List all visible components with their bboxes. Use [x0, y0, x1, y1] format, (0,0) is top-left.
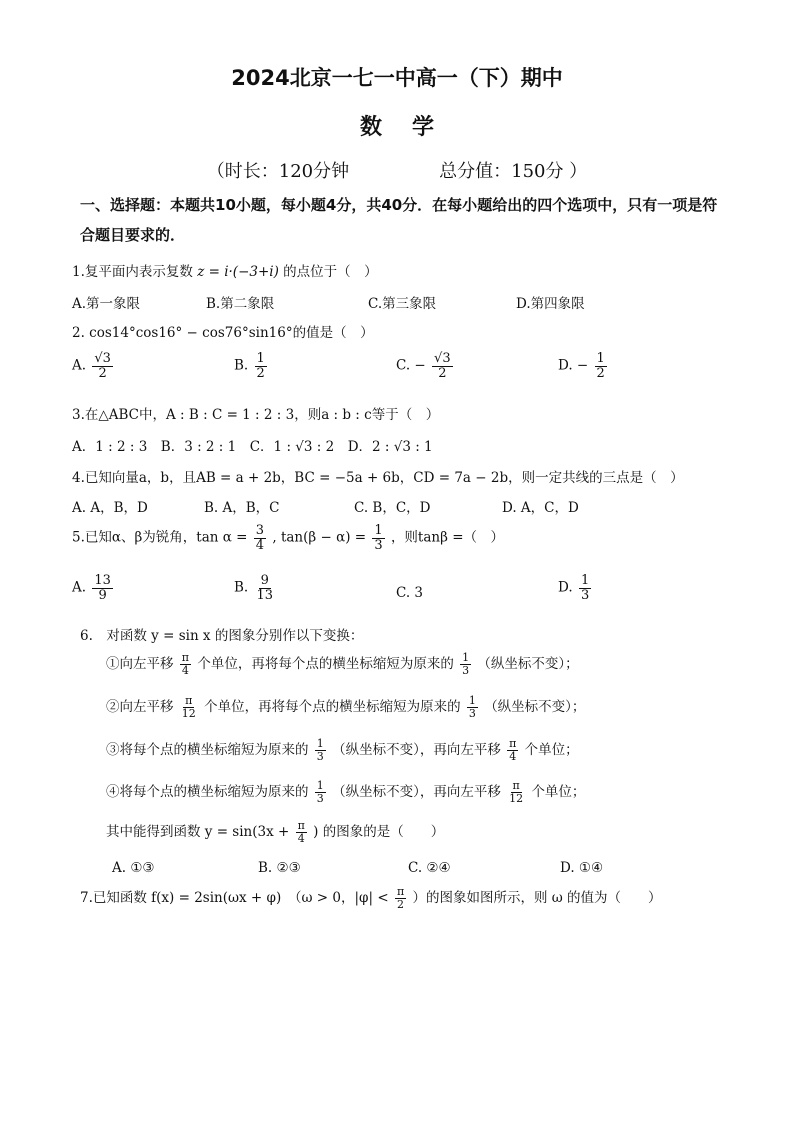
q2-option-c-fraction	[432, 352, 453, 380]
q1-stem-text: 1.复平面内表示复数	[72, 264, 193, 280]
q5-option-a-fraction	[92, 574, 113, 602]
q6-final-fraction	[296, 820, 307, 844]
q4-option-d: D. A，C，D	[502, 500, 579, 516]
denominator: 13	[256, 587, 274, 603]
q6-item-frac-2	[507, 738, 518, 762]
denominator: 4	[297, 832, 305, 845]
question-2-stem: 2. cos14°cos16° − cos76°sin16°的值是（ ）	[72, 325, 374, 341]
numerator: 1	[316, 779, 324, 793]
section-heading: 一、选择题：本题共10小题，每小题4分，共40分．在每小题给出的四个选项中，只有一项是符合题目要求的．	[80, 196, 718, 244]
denominator: 3	[462, 664, 470, 677]
q1-expr: z = i·(−3+i)	[197, 264, 279, 280]
q5-stem-a: 5.已知α、β为锐角，tan α =	[72, 529, 248, 546]
q7-fraction	[395, 886, 406, 910]
numerator: π	[509, 737, 517, 751]
q6-item-frac-1	[180, 695, 198, 719]
q2-option-d-fraction	[595, 352, 607, 380]
q6-item-text-c: （纵坐标不变）；	[477, 656, 579, 672]
q7-stem-a: 7.已知函数 f(x) = 2sin(ωx + φ) （ω > 0，|φ| <	[80, 890, 389, 906]
numerator: 13	[94, 573, 111, 588]
q5-option-b	[234, 574, 277, 602]
q3-options: A．1 : 2 : 3 B．3 : 2 : 1 C．1 : √3 : 2 D．2 : √3 : 1	[72, 439, 433, 455]
q6-item-text-c: 个单位；	[524, 742, 579, 758]
denominator: 4	[181, 664, 189, 677]
numerator: 1	[462, 651, 470, 665]
q5-option-c: C. 3	[396, 585, 424, 601]
q6-option-c: C. ②④	[408, 860, 451, 876]
q6-transform-4	[106, 780, 585, 805]
numerator: π	[297, 819, 305, 833]
q5-frac-b	[372, 524, 384, 552]
denominator: 3	[468, 707, 476, 720]
q5-option-d	[558, 574, 593, 602]
q5-stem-b: , tan(β − α) =	[272, 529, 367, 546]
q6-item-text-b: 个单位，再将每个点的横坐标缩短为原来的	[197, 656, 454, 672]
denominator: 2	[438, 365, 447, 381]
q6-item-text-b: （纵坐标不变），再向左平移	[332, 742, 501, 758]
q2-option-a-fraction	[92, 352, 113, 380]
numerator: 9	[260, 573, 269, 588]
q5-stem-c: ，则tanβ =（ ）	[390, 529, 505, 546]
numerator: 1	[256, 351, 265, 366]
q2-option-b-label: B.	[234, 357, 249, 374]
q6-item-text-c: （纵坐标不变）；	[484, 699, 586, 715]
denominator: 12	[509, 792, 524, 805]
denominator: 2	[596, 365, 605, 381]
q2-option-c-label: C. −	[396, 357, 426, 374]
q6-option-a: A. ①③	[112, 860, 155, 876]
denominator: 3	[316, 792, 324, 805]
q6-item-text-c: 个单位；	[531, 784, 586, 800]
denominator: 4	[509, 750, 517, 763]
q6-item-text-a: ③将每个点的横坐标缩短为原来的	[106, 742, 309, 758]
numerator: 1	[316, 737, 324, 751]
q4-option-a: A. A，B，D	[72, 500, 148, 516]
q7-stem-b: ）的图象如图所示，则 ω 的值为（ ）	[412, 890, 662, 906]
q2-option-a-label: A.	[72, 357, 87, 374]
q5-option-b-label: B.	[234, 579, 249, 596]
q2-option-c	[396, 352, 455, 380]
numerator: π	[185, 694, 193, 708]
q6-transform-3	[106, 738, 579, 763]
q6-transform-1	[106, 652, 579, 677]
denominator: 12	[181, 707, 196, 720]
q6-final-text-b: ) 的图象的是（ ）	[313, 824, 445, 840]
q2-option-b-fraction	[255, 352, 267, 380]
q2-option-d	[558, 352, 609, 380]
q2-option-a	[72, 352, 115, 380]
numerator: 1	[468, 694, 476, 708]
q4-option-c: C. B，C，D	[354, 500, 431, 516]
numerator: √3	[94, 351, 111, 366]
q5-option-d-label: D.	[558, 579, 573, 596]
exam-info	[0, 157, 794, 183]
q1-option-d: D.第四象限	[516, 296, 585, 312]
q6-item-text-b: （纵坐标不变），再向左平移	[332, 784, 501, 800]
question-7-stem	[80, 886, 662, 911]
q6-item-frac-2	[467, 695, 478, 719]
numerator: π	[512, 779, 520, 793]
denominator: 2	[397, 898, 405, 911]
q6-option-b: B. ②③	[258, 860, 301, 876]
exam-time: （时长：120分钟	[206, 161, 350, 182]
q1-option-b: B.第二象限	[206, 296, 275, 312]
denominator: 4	[255, 537, 265, 553]
q2-option-d-label: D. −	[558, 357, 589, 374]
denominator: 2	[98, 365, 107, 381]
numerator: 1	[596, 351, 605, 366]
q5-frac-a	[254, 524, 266, 552]
q4-option-b: B. A，B，C	[204, 500, 280, 516]
q5-option-a	[72, 574, 115, 602]
numerator: 3	[255, 523, 265, 538]
denominator: 2	[256, 365, 265, 381]
q6-option-d: D. ①④	[560, 860, 604, 876]
q6-item-text-a: ①向左平移	[106, 656, 174, 672]
numerator: π	[181, 651, 190, 665]
q2-option-b	[234, 352, 269, 380]
q5-option-a-label: A.	[72, 579, 87, 596]
numerator: √3	[434, 351, 451, 366]
question-4-stem: 4.已知向量a，b，且AB = a + 2b，BC = −5a + 6b，CD = 7a − 2b，则一定共线的三点是（ ）	[72, 470, 684, 486]
page-title: 2024北京一七一中高一（下）期中	[231, 66, 563, 90]
q6-item-text-a: ④将每个点的横坐标缩短为原来的	[106, 784, 309, 800]
question-3-stem: 3.在△ABC中，A : B : C = 1 : 2 : 3，则a : b : c等于（ ）	[72, 407, 440, 423]
q6-transform-2	[106, 695, 585, 720]
numerator: 1	[374, 523, 383, 538]
question-1-stem	[72, 260, 378, 280]
q6-item-frac-1	[315, 780, 326, 804]
q6-item-frac-2	[507, 780, 525, 804]
q6-item-frac-1	[180, 652, 191, 676]
q1-option-c: C.第三象限	[368, 296, 437, 312]
numerator: 1	[580, 573, 590, 588]
q6-item-text-b: 个单位，再将每个点的横坐标缩短为原来的	[204, 699, 461, 715]
q6-item-frac-2	[460, 652, 471, 676]
q6-final-question	[106, 820, 444, 845]
subject-title: 数学	[359, 115, 464, 140]
q6-item-frac-1	[315, 738, 326, 762]
q5-option-b-fraction	[255, 574, 276, 602]
denominator: 9	[98, 587, 107, 603]
exam-total-score: 总分值：150分 ）	[439, 161, 588, 182]
question-5-stem	[72, 524, 504, 552]
q1-option-a: A.第一象限	[72, 296, 141, 312]
denominator: 3	[580, 587, 590, 603]
q1-tail: 的点位于（ ）	[283, 264, 378, 280]
q5-option-d-fraction	[579, 574, 591, 602]
denominator: 3	[316, 750, 324, 763]
question-6-stem: 6. 对函数 y = sin x 的图象分别作以下变换：	[80, 628, 364, 644]
q6-final-text-a: 其中能得到函数 y = sin(3x +	[106, 824, 290, 840]
q6-item-text-a: ②向左平移	[106, 699, 174, 715]
denominator: 3	[374, 537, 383, 553]
numerator: π	[396, 885, 405, 899]
